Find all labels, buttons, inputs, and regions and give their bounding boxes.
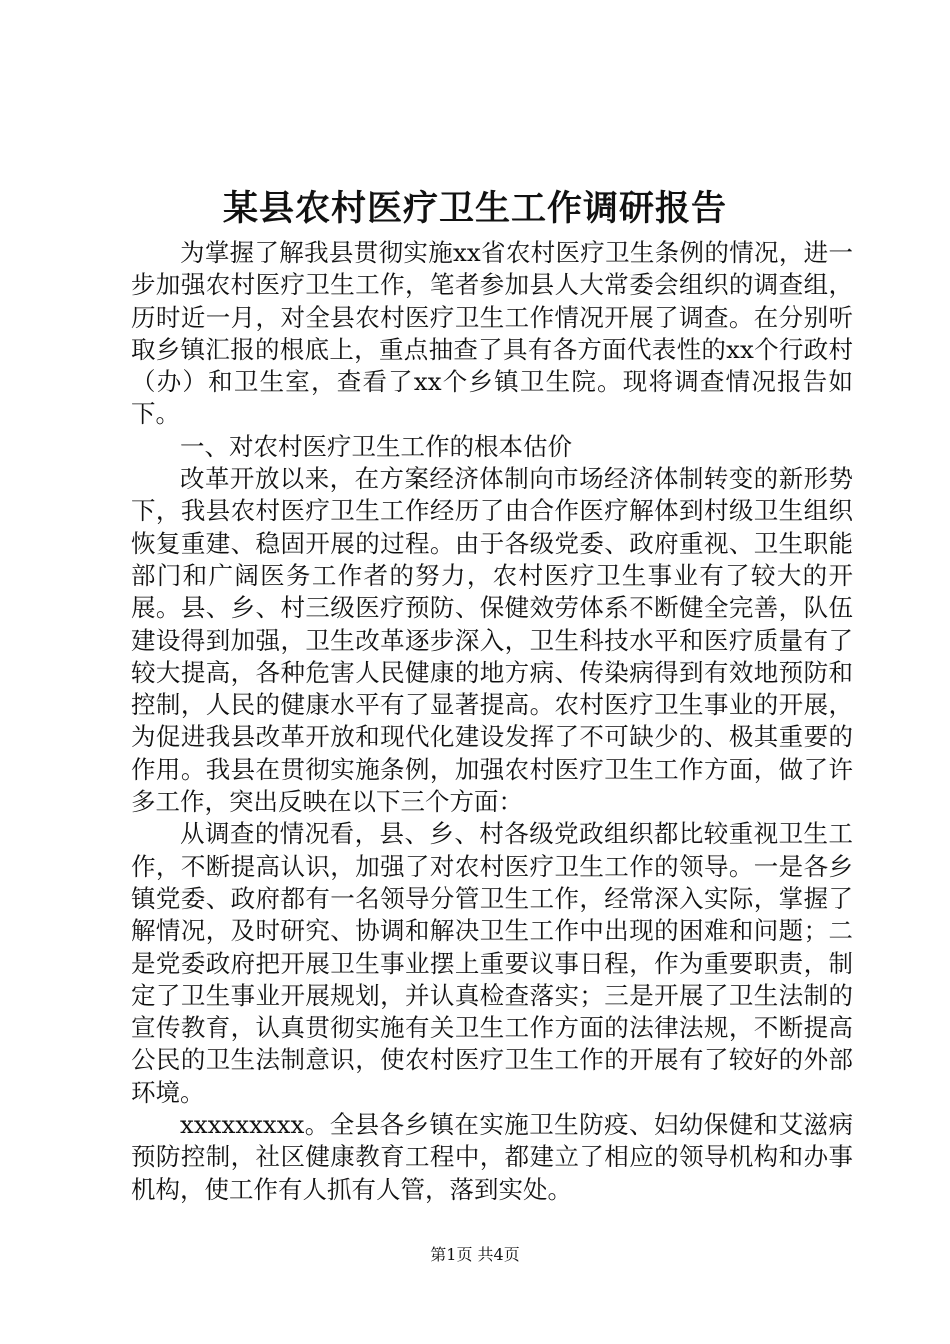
document-body <box>131 237 853 1206</box>
section-heading: 一、对农村医疗卫生工作的根本估价 <box>180 431 572 461</box>
document-title: 某县农村医疗卫生工作调研报告 <box>222 188 727 229</box>
paragraph-organization: xxxxxxxxx。全县各乡镇在实施卫生防疫、妇幼保健和艾滋病预防控制，社区健康教育工程中，都建立了相应的领导机构和办事机构，使工作有人抓有人管，落到实处。 <box>131 1110 853 1204</box>
paragraph-overview: 改革开放以来，在方案经济体制向市场经济体制转变的新形势下，我县农村医疗卫生工作经历了由合作医疗解体到村级卫生组织恢复重建、稳固开展的过程。由于各级党委、政府重视、卫生职能部门和广阔医务工作者的努力，农村医疗卫生事业有了较大的开展。县、乡、村三级医疗预防、保健效劳体系不断健全完善，队伍建设得到加强，卫生改革逐步深入，卫生科技水平和医疗质量有了较大提高，各种危害人民健康的地方病、传染病得到有效地预防和控制，人民的健康水平有了显著提高。农村医疗卫生事业的开展，为促进我县改革开放和现代化建设发挥了不可缺少的、极其重要的作用。我县在贯彻实施条例，加强农村医疗卫生工作方面，做了许多工作，突出反映在以下三个方面： <box>131 464 853 817</box>
paragraph-intro: 为掌握了解我县贯彻实施xx省农村医疗卫生条例的情况，进一步加强农村医疗卫生工作，笔者参加县人大常委会组织的调查组，历时近一月，对全县农村医疗卫生工作情况开展了调查。在分别听取乡镇汇报的根底上，重点抽查了具有各方面代表性的xx个行政村（办）和卫生室，查看了xx个乡镇卫生院。现将调查情况报告如下。 <box>131 238 853 429</box>
paragraph-leadership: 从调查的情况看，县、乡、村各级党政组织都比较重视卫生工作，不断提高认识，加强了对农村医疗卫生工作的领导。一是各乡镇党委、政府都有一名领导分管卫生工作，经常深入实际，掌握了解情况，及时研究、协调和解决卫生工作中出现的困难和问题；二是党委政府把开展卫生事业摆上重要议事日程，作为重要职责，制定了卫生事业开展规划，并认真检查落实；三是开展了卫生法制的宣传教育，认真贯彻实施有关卫生工作方面的法律法规，不断提高公民的卫生法制意识，使农村医疗卫生工作的开展有了较好的外部环境。 <box>131 819 853 1107</box>
page-number-footer: 第1页 共4页 <box>430 1245 520 1264</box>
